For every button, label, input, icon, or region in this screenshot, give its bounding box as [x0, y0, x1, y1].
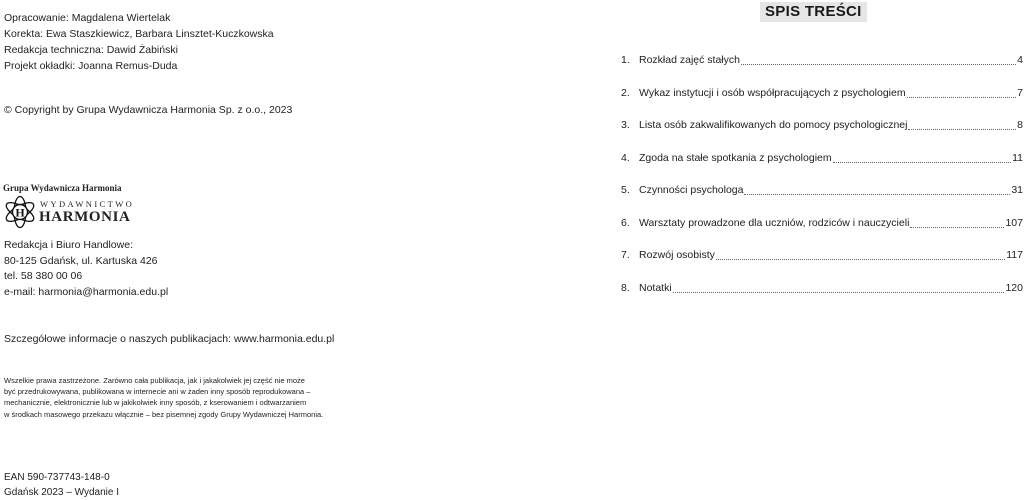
toc-item-page: 107: [1005, 217, 1023, 229]
toc-item[interactable]: [621, 247, 1023, 263]
toc-item[interactable]: [621, 52, 1023, 68]
toc-item-page: 31: [1011, 184, 1023, 196]
toc-item-label: Czynności psychologa: [639, 184, 744, 196]
toc-item-number: 7.: [621, 249, 630, 261]
toc-item-number: 2.: [621, 87, 630, 99]
toc-item-label: Warsztaty prowadzone dla uczniów, rodziców i nauczycieli: [639, 217, 910, 229]
toc-item-page: 117: [1006, 249, 1023, 261]
toc-item-number: 6.: [621, 217, 630, 229]
copyright-notice: © Copyright by Grupa Wydawnicza Harmonia Sp. z o.o., 2023: [4, 104, 293, 116]
edition-info: Gdańsk 2023 – Wydanie I: [4, 487, 119, 498]
more-info-text: Szczegółowe informacje o naszych publikacjach: www.harmonia.edu.pl: [4, 333, 335, 345]
rights-notice: [4, 375, 323, 420]
toc-item-page: 8: [1017, 119, 1023, 131]
toc-item-page: 7: [1017, 87, 1023, 99]
toc-leader-dots: [833, 162, 1011, 163]
toc-item-page: 120: [1005, 282, 1023, 294]
toc-item-label: Rozwój osobisty: [639, 249, 715, 261]
atom-h-icon: [3, 195, 37, 229]
credit-line: Projekt okładki: Joanna Remus-Duda: [4, 60, 178, 72]
rights-line: być przedrukowywana, publikowana w internecie ani w żaden inny sposób reprodukowana –: [4, 387, 311, 397]
toc-item-page: 4: [1017, 54, 1023, 66]
rights-line: w środkach masowego przekazu włącznie – bez pisemnej zgody Grupy Wydawniczej Harmonia.: [4, 409, 324, 419]
toc-item-number: 8.: [621, 282, 630, 294]
ean-code: EAN 590-737743-148-0: [4, 472, 110, 483]
toc-leader-dots: [907, 97, 1017, 98]
logo-main-text: HARMONIA: [39, 209, 131, 225]
toc-item[interactable]: [621, 117, 1023, 133]
credit-line: Redakcja techniczna: Dawid Żabiński: [4, 44, 178, 56]
rights-line: mechanicznie, elektronicznie lub w jakikolwiek inny sposób, z kserowaniem i odtwarzaniem: [4, 398, 307, 408]
toc-item-label: Lista osób zakwalifikowanych do pomocy psychologicznej: [639, 119, 908, 131]
address-block: [4, 238, 168, 300]
toc-item[interactable]: [621, 150, 1023, 166]
toc-leader-dots: [716, 259, 1005, 260]
rights-line: Wszelkie prawa zastrzeżone. Zarówno cała publikacja, jak i jakakolwiek jej część nie może: [4, 376, 305, 385]
toc-leader-dots: [744, 194, 1010, 195]
credit-line: Korekta: Ewa Staszkiewicz, Barbara Linsztet-Kuczkowska: [4, 28, 274, 40]
address-line: e-mail: harmonia@harmonia.edu.pl: [4, 285, 169, 298]
harmonia-logo: [3, 195, 133, 229]
toc-item[interactable]: [621, 182, 1023, 198]
toc-item[interactable]: [621, 85, 1023, 101]
toc-item-number: 1.: [621, 54, 630, 66]
address-line: Redakcja i Biuro Handlowe:: [4, 239, 133, 251]
toc-item-label: Wykaz instytucji i osób współpracujących z psychologiem: [639, 87, 906, 99]
toc-item[interactable]: [621, 215, 1023, 231]
address-line: tel. 58 380 00 06: [4, 270, 83, 282]
table-of-contents: [621, 0, 1024, 300]
toc-item-label: Rozkład zajęć stałych: [639, 54, 740, 66]
toc-item-page: 11: [1012, 152, 1023, 164]
toc-leader-dots: [673, 292, 1005, 293]
credits-block: [4, 10, 274, 74]
logo-emblem-letter: H: [15, 205, 25, 220]
toc-leader-dots: [910, 227, 1004, 228]
toc-leader-dots: [741, 64, 1016, 65]
toc-item-number: 4.: [621, 152, 630, 164]
credit-line: Opracowanie: Magdalena Wiertelak: [4, 12, 171, 24]
toc-item-label: Notatki: [639, 282, 672, 294]
toc-item-number: 3.: [621, 119, 630, 131]
toc-item[interactable]: [621, 280, 1023, 296]
toc-item-number: 5.: [621, 184, 630, 196]
toc-leader-dots: [908, 129, 1016, 130]
toc-item-label: Zgoda na stałe spotkania z psychologiem: [639, 152, 832, 164]
address-line: 80-125 Gdańsk, ul. Kartuska 426: [4, 254, 158, 267]
toc-title: SPIS TREŚCI: [760, 2, 867, 22]
publisher-name: Grupa Wydawnicza Harmonia: [3, 183, 122, 193]
ean-block: [4, 470, 119, 500]
logo-top-text: WYDAWNICTWO: [40, 199, 135, 209]
